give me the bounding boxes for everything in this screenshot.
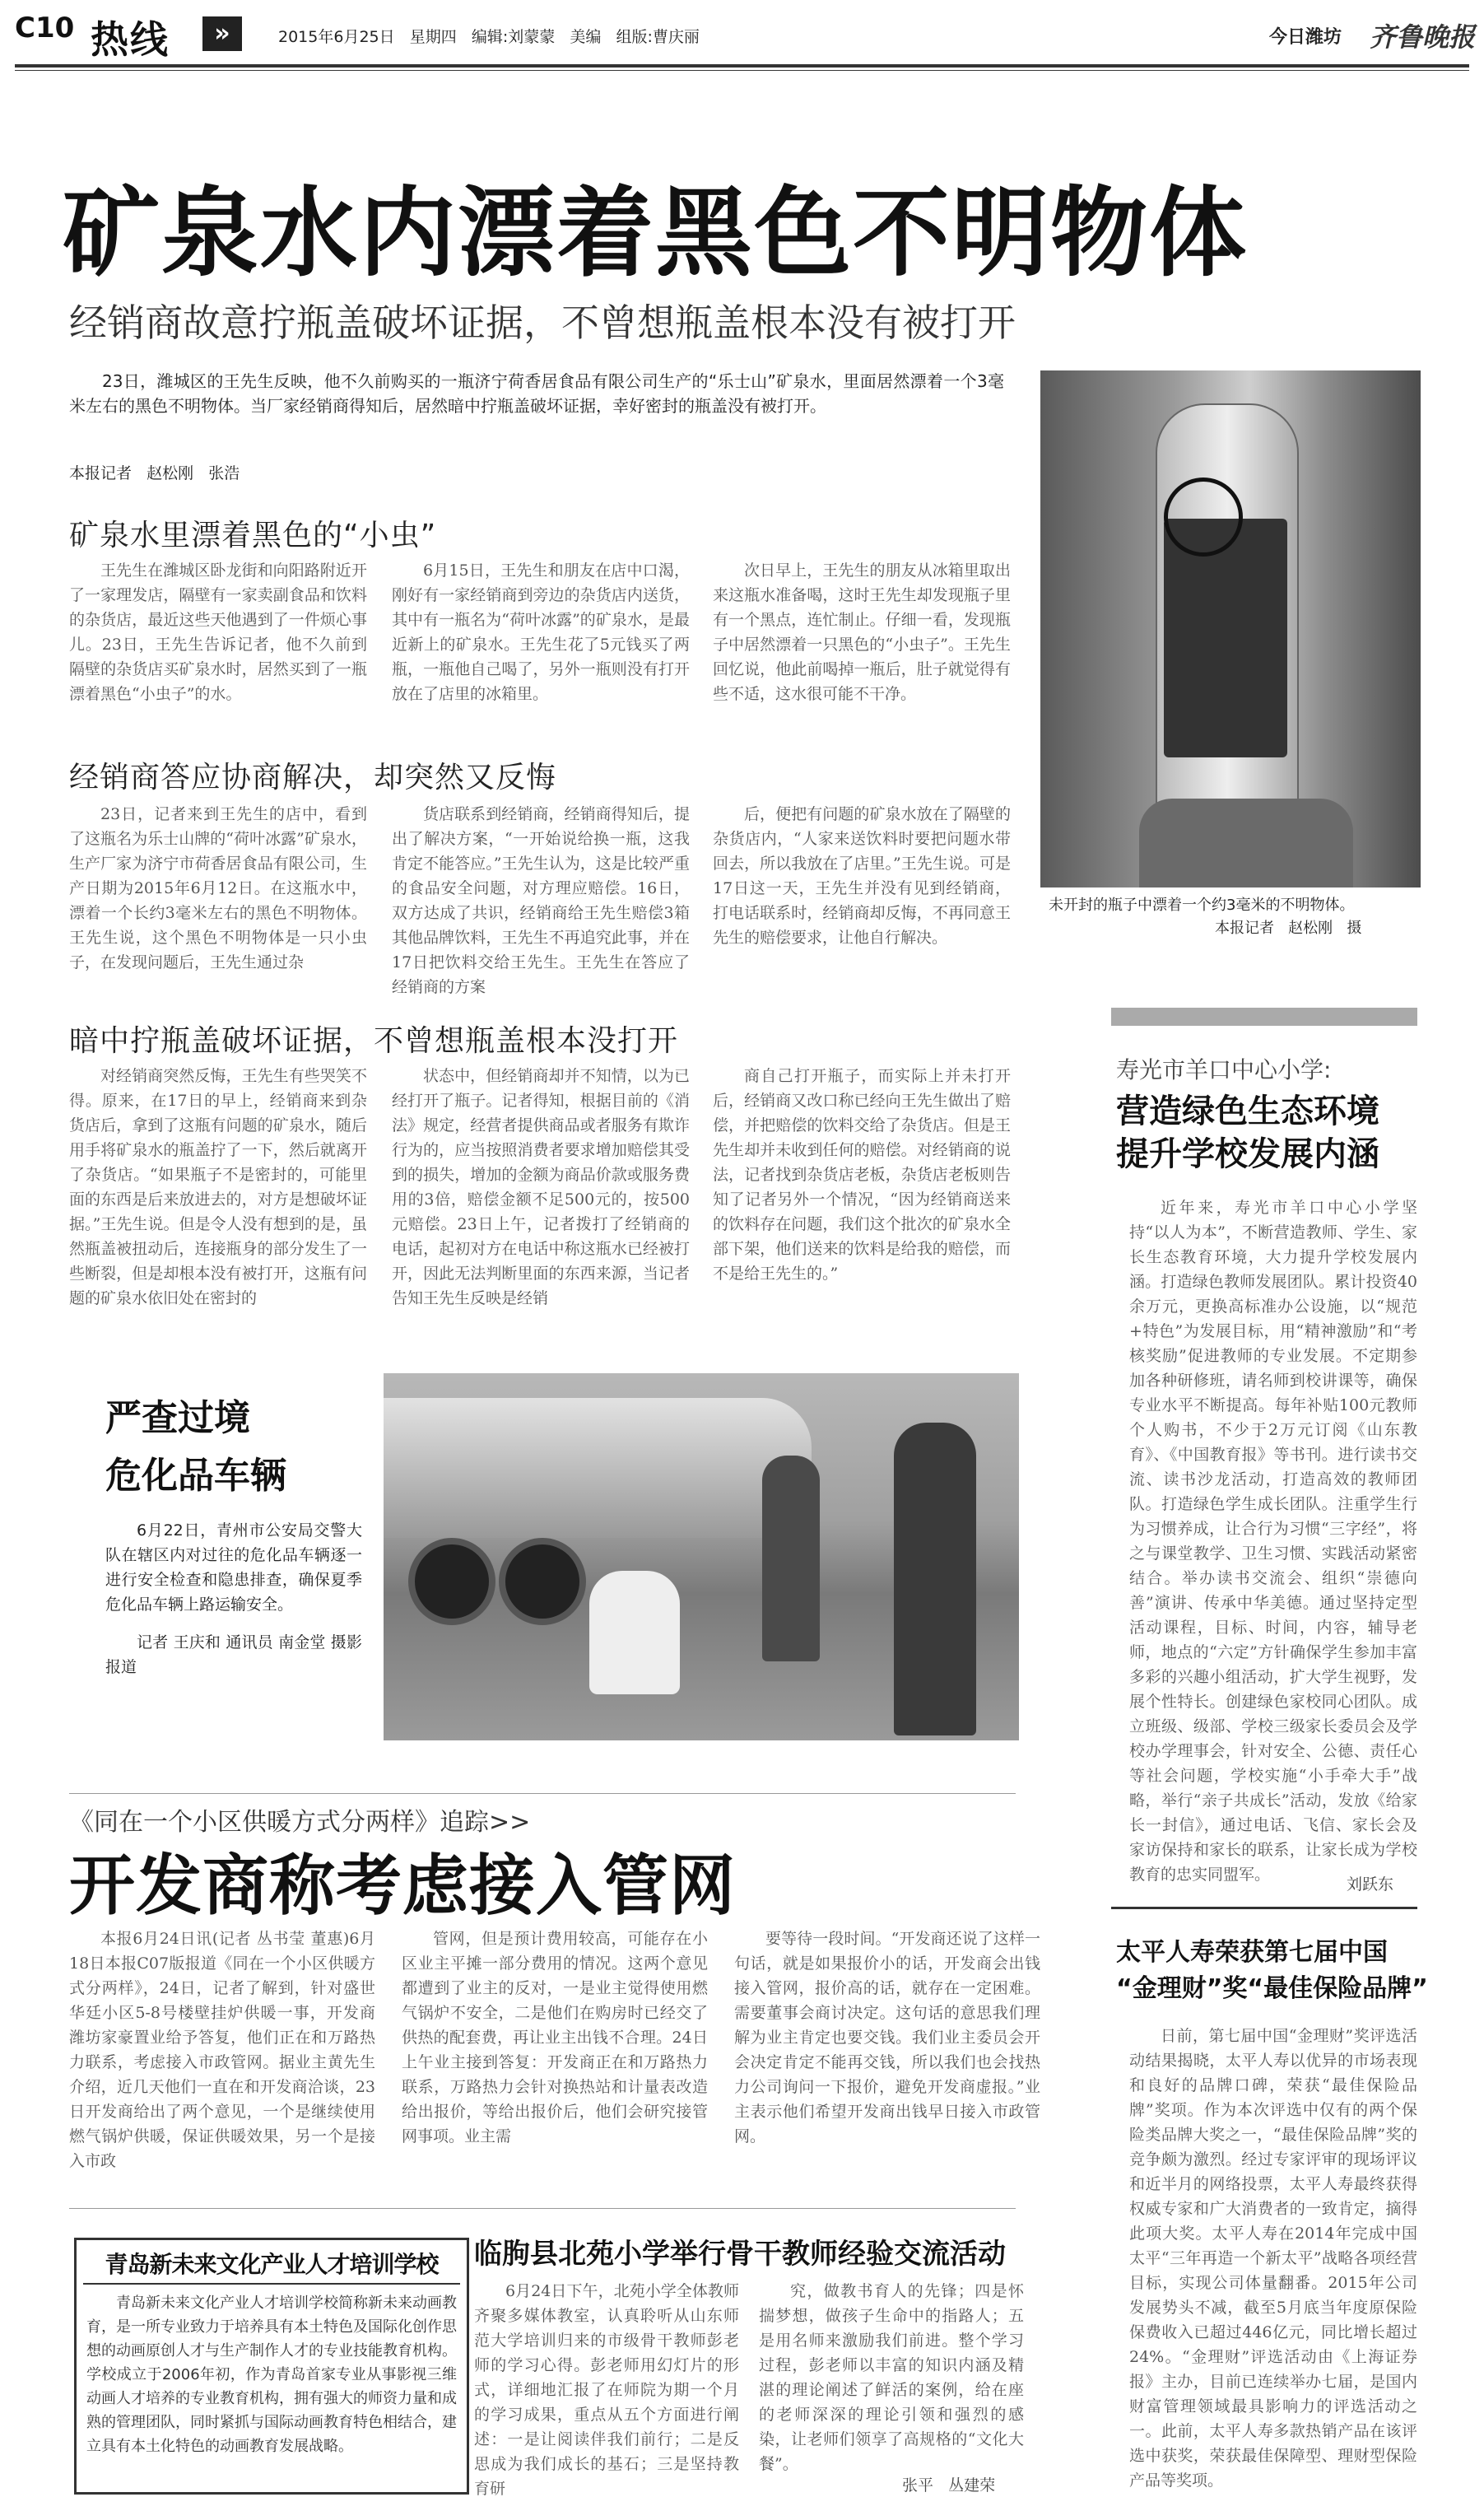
side-news-title-1: 太平人寿荣获第七届中国: [1116, 1938, 1388, 1967]
s2-col-1: 23日，记者来到王先生的店中，看到了这瓶名为乐士山牌的“荷叶冰露”矿泉水，生产厂家为济宁市荷香居食品有限公司，生产日期为2015年6月12日。在这瓶水中，漂着一个长约3毫米左右的黑色不明物体。王先生说，这个黑色不明物体是一只小虫子，在发现问题后，王先生通过杂: [69, 805, 367, 971]
news2-col-1: 6月24日下午，北苑小学全体教师齐聚多媒体教室，认真聆听从山东师范大学培训归来的市级骨干教师彭老师的学习心得。彭老师用幻灯片的形式，详细地汇报了在师院为期一个月的学习成果，重点从五个方面进行阐述：一是让阅读伴我们前行；二是反思成为我们成长的基石；三是坚持教育研: [474, 2282, 739, 2498]
side-divider: [1111, 1907, 1417, 1909]
s2-col-3: 后，便把有问题的矿泉水放在了隔壁的杂货店内，“人家来送饮料时要把问题水带回去，所以我放在了店里。”王先生说。可是17日这一天，王先生并没有见到经销商，打电话联系时，经销商却反悔，不再同意王先生的赔偿要求，让他自行解决。: [713, 805, 1011, 947]
lead-subtitle: 经销商故意拧瓶盖破坏证据，不曾想瓶盖根本没有被打开: [69, 300, 1016, 345]
side-author: 刘跃东: [1347, 1875, 1394, 1894]
s3-col-1: 对经销商突然反悔，王先生有些哭笑不得。原来，在17日的早上，经销商来到杂货店后，拿到了这瓶有问题的矿泉水，随后用手将矿泉水的瓶盖拧了一下，然后就离开了杂货店。“如果瓶子不是密封的，可能里面的东西是后来放进去的，对方是想破坏证据。”王先生说。但是令人没有想到的是，虽然瓶盖被扭动后，连接瓶身的部分发生了一些断裂，但是却根本没有被打开，这瓶有问题的矿泉水依旧处在密封的: [69, 1067, 367, 1307]
hand-shape: [1139, 799, 1353, 887]
school-ad-text-wrap: [86, 2291, 457, 2485]
school-ad-rule: [83, 2283, 460, 2285]
person-1: [762, 1456, 820, 1661]
header-right-tag: 今日潍坊: [1269, 27, 1342, 48]
school-ad-title: 青岛新未来文化产业人才培训学校: [105, 2251, 439, 2278]
b-col-1: 本报6月24日讯(记者 丛书莹 董惠)6月18日本报C07版报道《同在一个小区供暖方式分两样》，24日，记者了解到，针对盛世华廷小区5-8号楼壁挂炉供暖一事，开发商潍坊家豪置业给予答复，他们正在和万路热力联系，考虑接入市政管网。据业主黄先生介绍，近几天他们一直在和开发商洽谈，23日开发商给出了两个意见，一个是继续使用燃气锅炉供暖，保证供暖效果，另一个是接入市政: [69, 1930, 375, 2170]
s1-col-1: 王先生在潍城区卧龙街和向阳路附近开了一家理发店，隔壁有一家卖副食品和饮料的杂货店，最近这些天他遇到了一件烦心事儿。23日，王先生告诉记者，他不久前到隔壁的杂货店买矿泉水时，居然买到了一瓶漂着黑色“小虫子”的水。: [69, 561, 367, 703]
page-number: C10: [15, 12, 75, 44]
bottom-title: 开发商称考虑接入管网: [69, 1847, 736, 1924]
tanker-body: [384, 1398, 812, 1538]
section-banner: [79, 7, 252, 62]
school-ad-text: 青岛新未来文化产业人才培训学校简称新未来动画教育，是一所专业致力于培养具有本土特色及国际化创作思想的动画原创人才与生产制作人才的专业技能教育机构。学校成立于2006年初，作为青岛首家专业从事影视三维动画人才培养的专业教育机构，拥有强大的师资力量和成熟的管理团队，同时紧抓与国际动画教育特色相结合，建立具有本土化特色的动画教育发展战略。: [86, 2294, 457, 2455]
side-news-text: 日前，第七届中国“金理财”奖评选活动结果揭晓，太平人寿以优异的市场表现和良好的品牌口碑，荣获“最佳保险品牌”奖项。作为本次评选中仅有的两个保险类品牌大奖之一，“最佳保险品牌”奖的竞争颇为激烈。经过专家评审的现场评议和近半月的网络投票，太平人寿最终获得权威专家和广大消费者的一致肯定，摘得此项大奖。太平人寿在2014年完成中国太平“三年再造一个新太平”战略各项经营目标，实现公司体量翻番。2015年公司发展势头不减，截至5月底当年度原保险保费收入已超过446亿元，同比增长超过24%。“金理财”评选活动由《上海证券报》主办，目前已连续举办七届，是国内财富管理领域最具影响力的评选活动之一。此前，太平人寿多款热销产品在该评选中获奖，荣获最佳保障型、理财型保险产品等奖项。: [1129, 2027, 1417, 2490]
header-rule-thin: [15, 70, 1469, 71]
side-title-2: 提升学校发展内涵: [1116, 1135, 1379, 1173]
s2-col-2: 货店联系到经销商，经销商得知后，提出了解决方案，“一开始说给换一瓶，这我肯定不能答应。”王先生认为，这是比较严重的食品安全问题，对方理应赔偿。16日，双方达成了共识，经销商给王先生赔偿3箱其他品牌饮料，王先生不再追究此事，并在17日把饮料交给王先生。王先生在答应了经销商的方案: [392, 805, 690, 996]
bottle-photo: [1040, 370, 1421, 887]
photo-caption: 未开封的瓶子中漂着一个约3毫米的不明物体。: [1049, 897, 1355, 914]
side-text: 近年来，寿光市羊口中心小学坚持“以人为本”，不断营造教师、学生、家长生态教育环境，大力提升学校发展内涵。打造绿色教师发展团队。累计投资40余万元，更换高标准办公设施，以“规范+特色”为发展目标，用“精神激励”和“考核奖励”促进教师的专业发展。不定期参加各种研修班，请名师到校讲课等，确保专业水平不断提高。每年补贴100元教师个人购书，不少于2万元订阅《山东教育》、《中国教育报》等书刊。进行读书交流、读书沙龙活动，打造高效的教师团队。打造绿色学生成长团队。注重学生行为习惯养成，让合行为习惯“三字经”，将之与课堂教学、卫生习惯、实践活动紧密结合。举办读书交流会、组织“崇德向善”演讲、传承中华美德。通过坚持定型活动课程，目标、时间，内容，辅导老师，地点的“六定”方针确保学生参加丰富多彩的兴趣小组活动，扩大学生视野，发展个性特长。创建绿色家校同心团队。成立班级、级部、学校三级家长委员会及学校办学理事会，针对安全、公德、责任心等社会问题，学校实施“小手牵大手”战略，举行“亲子共成长”活动，发放《给家长一封信》，通过电话、飞信、家长会及家访保持和家长的联系，让家长成为学校教育的忠实同盟军。: [1129, 1199, 1417, 1884]
truck-wheel-1: [408, 1538, 495, 1625]
mid-rule: [69, 1793, 1016, 1794]
bottom-kicker: 《同在一个小区供暖方式分两样》追踪>>: [69, 1808, 531, 1837]
truck-photo: [384, 1373, 1019, 1740]
truck-wheel-2: [499, 1538, 586, 1625]
bottle-label: [1164, 519, 1287, 757]
paper-logo: 齐鲁晚报: [1370, 21, 1476, 53]
s3-col-3: 商自己打开瓶子，而实际上并未打开后，经销商又改口称已经向王先生做出了赔偿，并把赔偿的饮料交给了杂货店。但是王先生却并未收到任何的赔偿。对经销商的说法，记者找到杂货店老板，杂货店老板则告知了记者另外一个情况，“因为经销商送来的饮料存在问题，我们这个批次的矿泉水全部下架，他们送来的饮料是给我的赔偿，而不是给王先生的。”: [713, 1067, 1011, 1283]
lead-intro: [69, 369, 1004, 418]
section-heading-1: 矿泉水里漂着黑色的“小虫”: [69, 519, 437, 552]
s3-col-2: 状态中，但经销商却并不知情，以为已经打开了瓶子。记者得知，根据目前的《消法》规定，经营者提供商品或者服务有欺诈行为的，应当按照消费者要求增加赔偿其受到的损失，增加的金额为商品价款或服务费用的3倍，赔偿金额不足500元的，按500元赔偿。23日上午，记者拨打了经销商的电话，起初对方在电话中称这瓶水已经被打开，因此无法判断里面的东西来源，当记者告知王先生反映是经销: [392, 1067, 690, 1307]
section-label: 热线: [91, 17, 170, 62]
mid-title-1: 严查过境: [105, 1397, 250, 1439]
side-title-1: 营造绿色生态环境: [1116, 1092, 1379, 1130]
person-2: [894, 1423, 976, 1735]
b-col-2: 管网，但是预计费用较高，可能存在小区业主平摊一部分费用的情况。这两个意见都遭到了业主的反对，一是业主觉得使用燃气锅炉不安全，二是他们在购房时已经交了供热的配套费，再让业主出钱不合理。24日上午业主接到答复：开发商正在和万路热力联系，万路热力会针对换热站和计量表改造给出报价，等给出报价后，他们会研究接管网事项。业主需: [402, 1930, 708, 2145]
header-info: 2015年6月25日 星期四 编辑:刘蒙蒙 美编 组版:曹庆丽: [278, 28, 700, 46]
side-news-title-2: “金理财”奖“最佳保险品牌”: [1116, 1974, 1428, 2003]
s1-col-2: 6月15日，王先生和朋友在店中口渴，刚好有一家经销商到旁边的杂货店内送货，其中有一瓶名为“荷叶冰露”的矿泉水，是最近新上的矿泉水。王先生花了5元钱买了两瓶，一瓶他自己喝了，另外一瓶则没有打开放在了店里的冰箱里。: [392, 561, 690, 703]
news2-credit: 张平 丛建荣: [902, 2476, 996, 2495]
section-heading-2: 经销商答应协商解决，却突然又反悔: [69, 761, 557, 794]
news2-title: 临朐县北苑小学举行骨干教师经验交流活动: [474, 2238, 1006, 2271]
mid-title-2: 危化品车辆: [105, 1455, 286, 1497]
lead-byline: 本报记者 赵松刚 张浩: [69, 464, 240, 482]
mid-text: 6月22日，青州市公安局交警大队在辖区内对过往的危化品车辆逐一进行安全检查和隐患排查，确保夏季危化品车辆上路运输安全。: [105, 1521, 362, 1614]
header-rule: [15, 64, 1469, 68]
mid-credit: 记者 王庆和 通讯员 南金堂 摄影报道: [105, 1633, 362, 1676]
lead-title: 矿泉水内漂着黑色不明物体: [63, 176, 1249, 290]
b-col-3: 要等待一段时间。“开发商还说了这样一句话，就是如果报价小的话，开发商会出钱接入管网，报价高的话，就存在一定困难。需要董事会商讨决定。这句话的意思我们理解为业主肯定也要交钱。我们业主委员会开会决定肯定不能再交钱，所以我们也会找热力公司询问一下报价，避免开发商虚报。”业主表示他们希望开发商出钱早日接入市政管网。: [734, 1930, 1040, 2145]
side-kicker: 寿光市羊口中心小学:: [1116, 1056, 1332, 1083]
highlight-circle: [1164, 478, 1243, 557]
lead-intro-text: 23日，潍城区的王先生反映，他不久前购买的一瓶济宁荷香居食品有限公司生产的“乐士山”矿泉水，里面居然漂着一个3毫米左右的黑色不明物体。当厂家经销商得知后，居然暗中拧瓶盖破坏证据，幸好密封的瓶盖没有被打开。: [69, 371, 1004, 416]
photo-credit: 本报记者 赵松刚 摄: [1215, 920, 1362, 937]
school-ad-box: [74, 2238, 469, 2495]
section-arrow-icon: »: [202, 16, 242, 51]
section-heading-3: 暗中拧瓶盖破坏证据，不曾想瓶盖根本没打开: [69, 1024, 679, 1058]
sidebar-top-bar: [1111, 1008, 1417, 1026]
news2-col-2: 究，做教书育人的先锋；四是怀揣梦想，做孩子生命中的指路人；五是用名师来激励我们前进。整个学习过程，彭老师以丰富的知识内涵及精湛的理论阐述了鲜活的案例，给在座的老师深深的理论引领和强烈的感染，让老师们领享了高规格的“文化大餐”。: [759, 2282, 1024, 2473]
person-3: [589, 1571, 680, 1694]
s1-col-3: 次日早上，王先生的朋友从冰箱里取出来这瓶水准备喝，这时王先生却发现瓶子里有一个黑点，连忙制止。仔细一看，发现瓶子中居然漂着一只黑色的“小虫子”。王先生回忆说，他此前喝掉一瓶后，肚子就觉得有些不适，这水很可能不干净。: [713, 561, 1011, 703]
bottom-rule: [69, 2208, 1016, 2209]
